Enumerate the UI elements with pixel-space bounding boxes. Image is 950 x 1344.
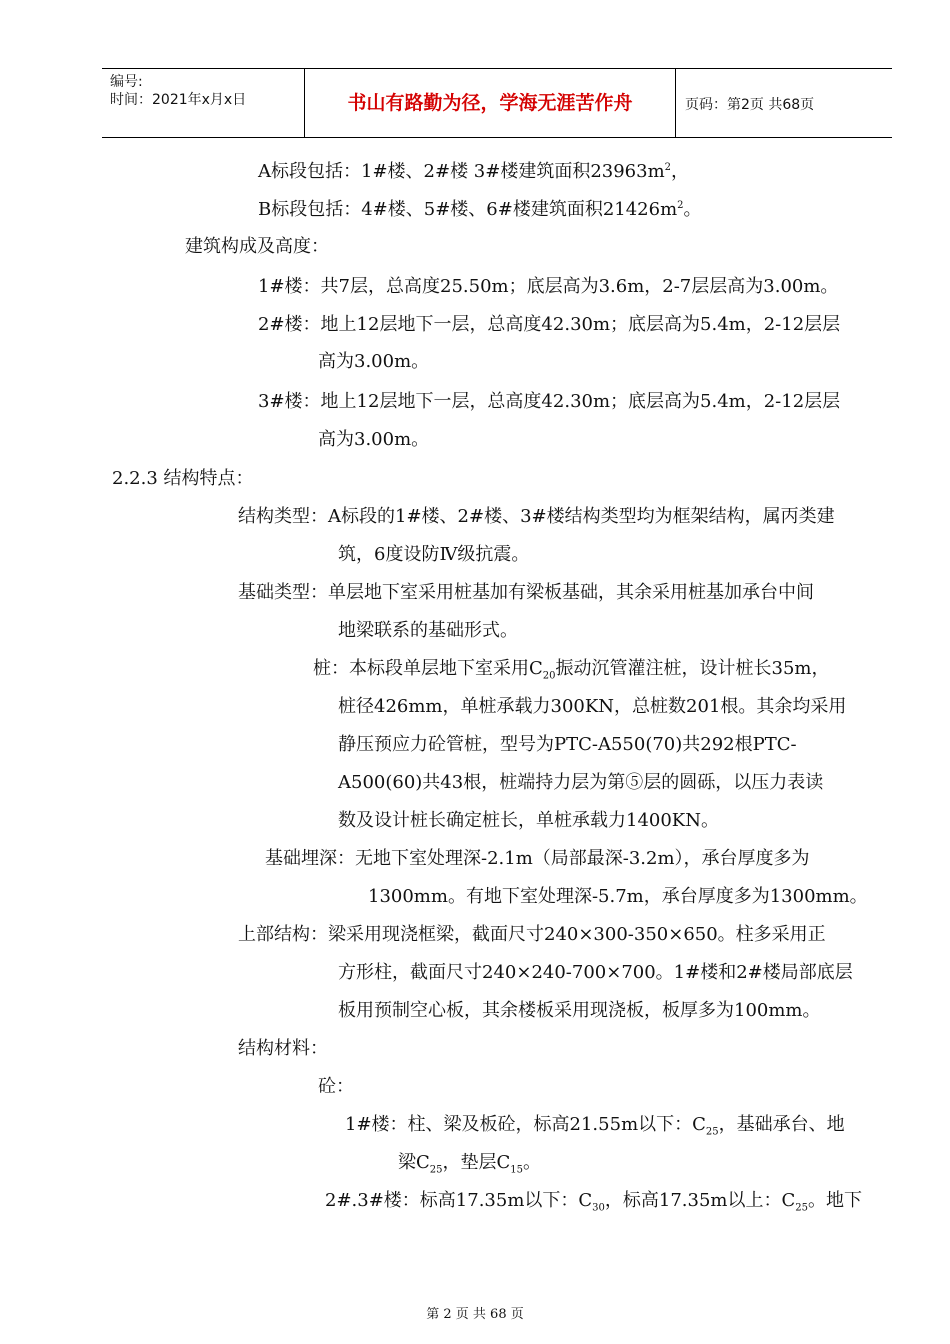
text-line: 2#.3#楼：标高17.35m以下：$C_{30}$，标高17.35m以上：$C_{25}$。地下 (325, 1190, 863, 1214)
text-line: 1#楼：共7层，总高度25.50m；底层高为3.6m，2-7层层高为3.00m。 (258, 276, 839, 297)
section-heading: 2.2.3 结构特点： (112, 468, 254, 489)
header-motto: 书山有路勤为径，学海无涯苦作舟 (347, 92, 633, 114)
text-line: 地梁联系的基础形式。 (338, 620, 518, 641)
text-line: 基础埋深：无地下室处理深-2.1m（局部最深-3.2m），承台厚度多为 (265, 848, 810, 869)
text-line: 建筑构成及高度： (185, 236, 329, 257)
header-meta (102, 69, 302, 137)
text-line: 桩：本标段单层地下室采用$C_{20}$振动沉管灌注桩，设计桩长35m， (313, 658, 830, 682)
text-line: 梁$C_{25}$，垫层$C_{15}$。 (398, 1152, 542, 1176)
time-label: 时间：2021年x月x日 (110, 92, 247, 108)
text-line: 基础类型：单层地下室采用桩基加有梁板基础，其余采用桩基加承台中间 (238, 582, 814, 603)
text-line: 高为3.00m。 (318, 351, 430, 372)
text-line: 筑，6度设防Ⅳ级抗震。 (338, 544, 530, 565)
text-line: 板用预制空心板，其余楼板采用现浇板，板厚多为100mm。 (338, 1000, 821, 1021)
page-footer: 第 2 页 共 68 页 (426, 1307, 524, 1322)
text-line: 数及设计桩长确定桩长，单桩承载力1400KN。 (338, 810, 720, 831)
page-header (102, 68, 892, 138)
header-page-info: 页码：第2页 共68页 (685, 97, 815, 113)
header-divider (675, 69, 676, 137)
text-line: A标段包括：1#楼、2#楼 3#楼建筑面积$23963m^2$， (258, 161, 690, 182)
serial-label: 编号: (110, 74, 143, 90)
text-line: 方形柱，截面尺寸240×240-700×700。1#楼和2#楼局部底层 (338, 962, 853, 983)
text-line: A500(60)共43根，桩端持力层为第⑤层的圆砾，以压力表读 (338, 772, 824, 793)
text-line: 上部结构：梁采用现浇框梁，截面尺寸240×300-350×650。柱多采用正 (238, 924, 826, 945)
text-line: 高为3.00m。 (318, 429, 430, 450)
text-line: 静压预应力砼管桩，型号为PTC-A550(70)共292根PTC- (338, 734, 797, 755)
text-line: B标段包括：4#楼、5#楼、6#楼建筑面积$21426m^2$。 (258, 199, 702, 220)
text-line: 1300mm。有地下室处理深-5.7m，承台厚度多为1300mm。 (368, 886, 868, 907)
text-line: 2#楼：地上12层地下一层，总高度42.30m；底层高为5.4m，2-12层层 (258, 314, 841, 335)
text-line: 结构类型：A标段的1#楼、2#楼、3#楼结构类型均为框架结构，属丙类建 (238, 506, 835, 527)
text-line: 3#楼：地上12层地下一层，总高度42.30m；底层高为5.4m，2-12层层 (258, 391, 841, 412)
text-line: 砼： (318, 1076, 354, 1097)
text-line: 桩径426mm，单桩承载力300KN，总桩数201根。其余均采用 (338, 696, 847, 717)
text-line: 1#楼：柱、梁及板砼，标高21.55m以下：$C_{25}$，基础承台、地 (345, 1114, 845, 1138)
text-line: 结构材料： (238, 1038, 328, 1059)
